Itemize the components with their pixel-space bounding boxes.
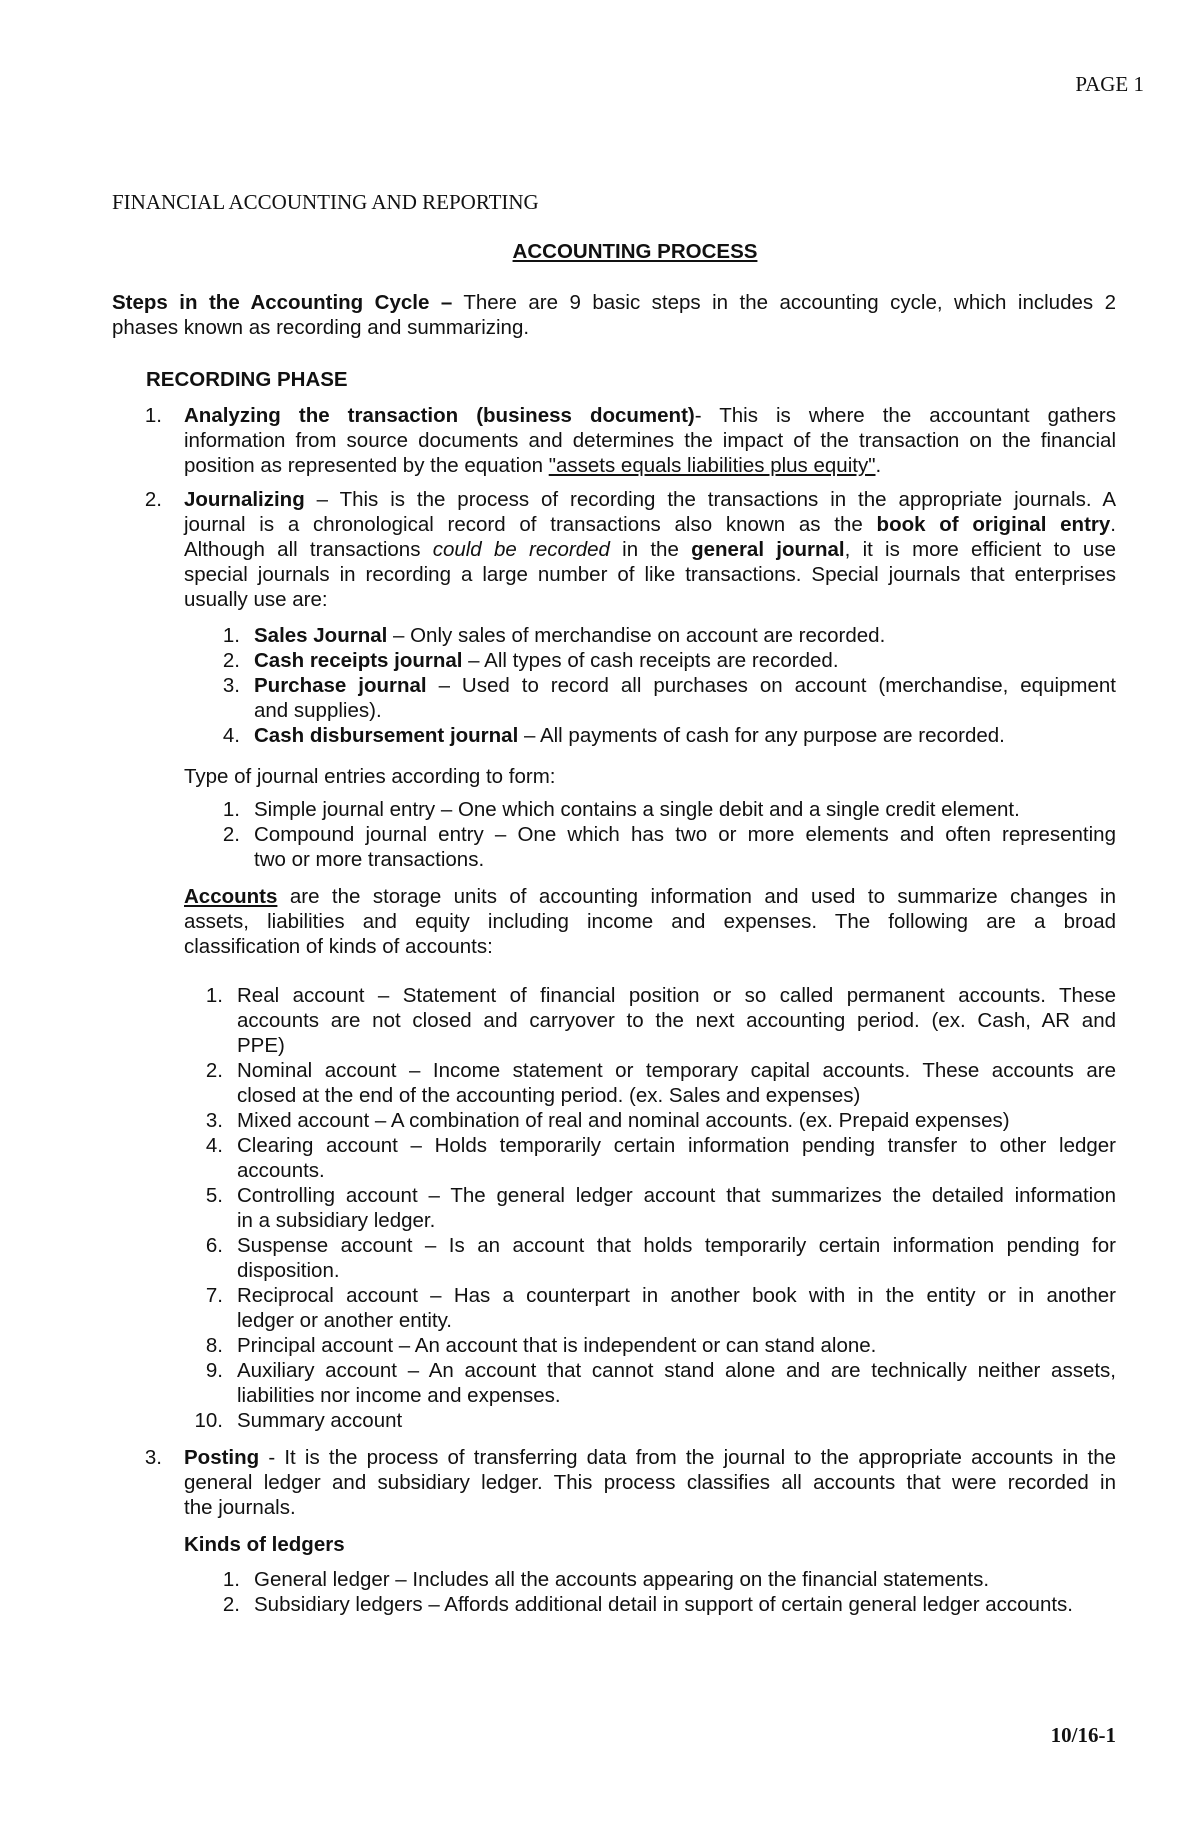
account-kind-number: 7.: [205, 1284, 223, 1307]
step2-text-2b: book of original entry: [876, 513, 1111, 536]
step1-line-1: [184, 404, 1116, 429]
account-kind-line: accounts.: [237, 1159, 325, 1182]
step3-number: 3.: [144, 1446, 162, 1469]
journal-item: [254, 649, 839, 674]
step2-line-5: usually use are:: [184, 588, 328, 611]
account-kind-number: 2.: [205, 1059, 223, 1082]
entry-type-number: 1.: [222, 798, 240, 821]
journal-item-bold: Cash receipts journal: [254, 649, 463, 672]
accounts-line-2: assets, liabilities and equity including income and expenses. The following are a broad: [184, 910, 1116, 933]
journal-item: [254, 674, 1116, 699]
page-number: PAGE 1: [1075, 72, 1144, 96]
step3-line-2: general ledger and subsidiary ledger. This process classifies all accounts that were recorded in: [184, 1471, 1116, 1494]
accounts-term: Accounts: [184, 885, 278, 908]
journal-number: 2.: [222, 649, 240, 672]
intro-text-1: There are 9 basic steps in the accounting cycle, which includes 2: [452, 291, 1116, 314]
journal-item-bold: Purchase journal: [254, 674, 427, 697]
accounts-line-1: [184, 885, 1116, 910]
step3-bold: Posting: [184, 1446, 260, 1469]
document-title: FINANCIAL ACCOUNTING AND REPORTING: [112, 190, 539, 214]
journal-item: [254, 724, 1005, 749]
journal-item-text: – All payments of cash for any purpose are recorded.: [518, 724, 1005, 747]
step2-line-1: [184, 488, 1116, 513]
journal-item-text: – Only sales of merchandise on account are recorded.: [387, 624, 886, 647]
step3-text-1: - It is the process of transferring data from the journal to the appropriate accounts in the: [259, 1446, 1116, 1469]
journal-item-bold: Cash disbursement journal: [254, 724, 519, 747]
step2-line-2: [184, 513, 1116, 538]
ledger-number: 2.: [222, 1593, 240, 1616]
entry-types-heading: Type of journal entries according to form:: [184, 765, 556, 788]
account-kind-number: 3.: [205, 1109, 223, 1132]
step2-number: 2.: [144, 488, 162, 511]
step1-line-2: information from source documents and determines the impact of the transaction on the financial: [184, 429, 1116, 452]
ledger-number: 1.: [222, 1568, 240, 1591]
entry-type-item: Simple journal entry – One which contains a single debit and a single credit element.: [254, 798, 1020, 821]
account-kind-number: 4.: [205, 1134, 223, 1157]
step1-number: 1.: [144, 404, 162, 427]
account-kind-line: accounts are not closed and carryover to the next accounting period. (ex. Cash, AR and: [237, 1009, 1116, 1032]
step2-text-3bold: general journal: [691, 538, 845, 561]
account-kind-line: Nominal account – Income statement or temporary capital accounts. These accounts are: [237, 1059, 1116, 1082]
account-kind-number: 1.: [205, 984, 223, 1007]
step1-text-3a: position as represented by the equation: [184, 454, 549, 477]
recording-phase-heading: RECORDING PHASE: [146, 368, 348, 391]
accounts-line-3: classification of kinds of accounts:: [184, 935, 493, 958]
account-kind-line: closed at the end of the accounting period. (ex. Sales and expenses): [237, 1084, 861, 1107]
step2-line-4: special journals in recording a large number of like transactions. Special journals that enterprises: [184, 563, 1116, 586]
account-kind-line: Reciprocal account – Has a counterpart in another book with in the entity or in another: [237, 1284, 1116, 1307]
accounting-equation: "assets equals liabilities plus equity": [548, 454, 876, 477]
step2-text-3i: could be recorded: [432, 538, 610, 561]
account-kind-number: 6.: [205, 1234, 223, 1257]
step1-line-3: [184, 454, 881, 479]
step2-text-3c: , it is more efficient to use: [844, 538, 1116, 561]
accounts-text-1: are the storage units of accounting information and used to summarize changes in: [277, 885, 1116, 908]
entry-type-number: 2.: [222, 823, 240, 846]
account-kind-line: Summary account: [237, 1409, 403, 1432]
step3-line-3: the journals.: [184, 1496, 296, 1519]
journal-item: [254, 624, 885, 649]
journal-item-bold: Sales Journal: [254, 624, 388, 647]
account-kind-line: in a subsidiary ledger.: [237, 1209, 436, 1232]
account-kind-line: ledger or another entity.: [237, 1309, 452, 1332]
account-kind-line: Suspense account – Is an account that holds temporarily certain information pending for: [237, 1234, 1116, 1257]
step2-line-3: [184, 538, 1116, 563]
account-kind-number: 8.: [205, 1334, 223, 1357]
account-kind-line: Controlling account – The general ledger account that summarizes the detailed information: [237, 1184, 1116, 1207]
account-kind-number: 9.: [205, 1359, 223, 1382]
step2-bold: Journalizing: [184, 488, 305, 511]
step2-text-2a: journal is a chronological record of transactions also known as the: [184, 513, 877, 536]
account-kind-line: Principal account – An account that is independent or can stand alone.: [237, 1334, 877, 1357]
ledgers-heading: Kinds of ledgers: [184, 1533, 345, 1556]
intro-bold: Steps in the Accounting Cycle –: [112, 291, 453, 314]
account-kind-line: Real account – Statement of financial position or so called permanent accounts. These: [237, 984, 1116, 1007]
journal-item-text: – Used to record all purchases on account (merchandise, equipment: [426, 674, 1116, 697]
section-title: ACCOUNTING PROCESS: [512, 240, 758, 263]
account-kind-line: liabilities nor income and expenses.: [237, 1384, 561, 1407]
step1-bold: Analyzing the transaction (business document): [184, 404, 695, 427]
step1-text-3b: .: [875, 454, 882, 477]
ledger-item: General ledger – Includes all the accounts appearing on the financial statements.: [254, 1568, 990, 1591]
account-kind-line: Mixed account – A combination of real and nominal accounts. (ex. Prepaid expenses): [237, 1109, 1010, 1132]
ledger-item: Subsidiary ledgers – Affords additional detail in support of certain general ledger accounts.: [254, 1593, 1073, 1616]
account-kind-line: Clearing account – Holds temporarily certain information pending transfer to other ledger: [237, 1134, 1116, 1157]
footer-code: 10/16-1: [1050, 1723, 1116, 1747]
account-kind-line: disposition.: [237, 1259, 340, 1282]
entry-type-item-cont: two or more transactions.: [254, 848, 485, 871]
step2-text-3b: in the: [609, 538, 692, 561]
intro-line-1: [112, 291, 1116, 316]
step2-text-1: – This is the process of recording the transactions in the appropriate journals. A: [304, 488, 1116, 511]
journal-item-text: – All types of cash receipts are recorded.: [462, 649, 839, 672]
entry-type-item: Compound journal entry – One which has two or more elements and often representing: [254, 823, 1116, 846]
step3-line-1: [184, 1446, 1116, 1471]
step2-text-2c: .: [1110, 513, 1116, 536]
account-kind-number: 5.: [205, 1184, 223, 1207]
journal-item-cont: and supplies).: [254, 699, 382, 722]
step2-text-3a: Although all transactions: [184, 538, 433, 561]
account-kind-line: PPE): [237, 1034, 285, 1057]
account-kind-number: 10.: [194, 1409, 223, 1432]
account-kind-line: Auxiliary account – An account that cannot stand alone and are technically neither assets,: [237, 1359, 1116, 1382]
journal-number: 1.: [222, 624, 240, 647]
step1-text-1: - This is where the accountant gathers: [694, 404, 1116, 427]
journal-number: 4.: [222, 724, 240, 747]
intro-line-2: phases known as recording and summarizing.: [112, 316, 530, 339]
journal-number: 3.: [222, 674, 240, 697]
